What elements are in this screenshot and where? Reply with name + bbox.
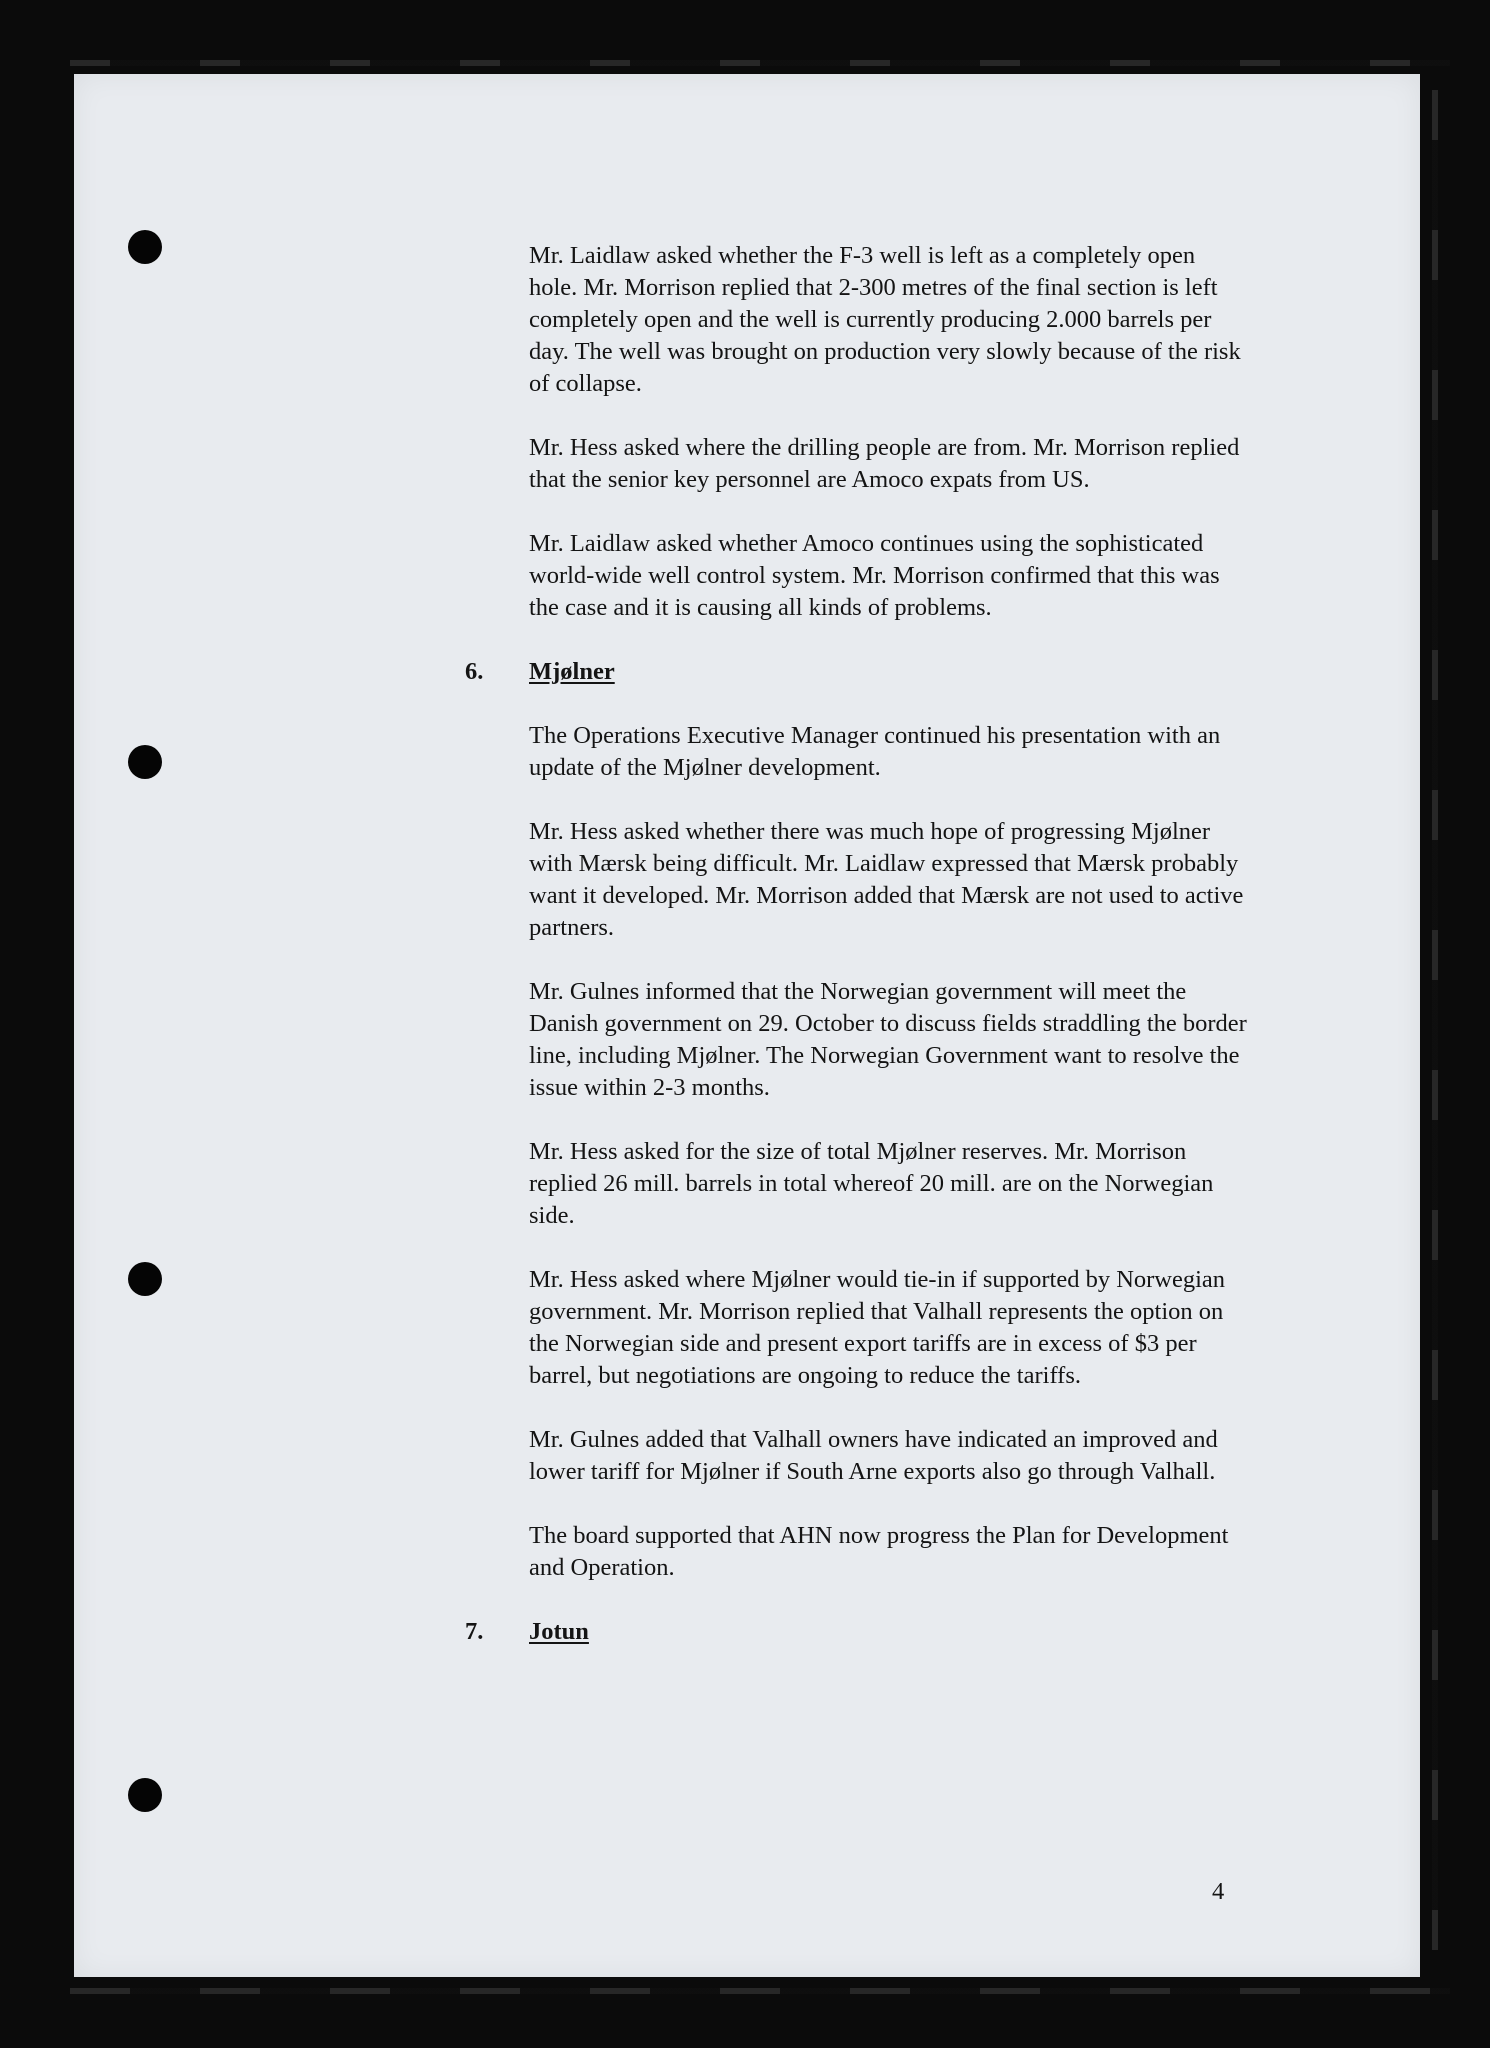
- scan-edge-top: [70, 60, 1450, 66]
- paragraph: The board supported that AHN now progress the Plan for Development and Operation.: [529, 1522, 1229, 1581]
- section-heading-7: [465, 1616, 1249, 1648]
- scan-edge-right: [1432, 90, 1438, 1950]
- section-number: 6.: [465, 658, 484, 685]
- section-heading-6: [465, 656, 1249, 688]
- paragraph: Mr. Hess asked whether there was much hope of progressing Mjølner with Mærsk being difficult. Mr. Laidlaw expressed that Mærsk probably want it developed. Mr. Morrison added that Mærsk are not used to active partners.: [529, 818, 1244, 941]
- paragraph: The Operations Executive Manager continued his presentation with an update of the Mjølner development.: [529, 722, 1221, 781]
- paragraph: Mr. Hess asked where Mjølner would tie-in if supported by Norwegian government. Mr. Morrison replied that Valhall represents the option on the Norwegian side and present export tariffs are in excess of $3 per barrel, but negotiations are ongoing to reduce the tariffs.: [529, 1266, 1226, 1389]
- paragraph: Mr. Laidlaw asked whether the F-3 well is left as a completely open hole. Mr. Morrison replied that 2-300 metres of the final section is left completely open and the well is currently producing 2.000 barrels per day. The well was brought on production very slowly because of the risk of collapse.: [529, 242, 1241, 397]
- punch-hole: [128, 745, 162, 779]
- section-title: Mjølner: [529, 658, 615, 685]
- section-number: 7.: [465, 1618, 484, 1645]
- punch-hole: [128, 1262, 162, 1296]
- punch-hole: [128, 230, 162, 264]
- paragraph: Mr. Hess asked where the drilling people are from. Mr. Morrison replied that the senior key personnel are Amoco expats from US.: [529, 434, 1240, 493]
- section-title: Jotun: [529, 1618, 589, 1645]
- scan-edge-bottom: [70, 1988, 1450, 1994]
- page-number: 4: [1212, 1878, 1225, 1905]
- paragraph: Mr. Gulnes added that Valhall owners have indicated an improved and lower tariff for Mjølner if South Arne exports also go through Valhall.: [529, 1426, 1218, 1485]
- paragraph: Mr. Gulnes informed that the Norwegian government will meet the Danish government on 29. October to discuss fields straddling the border line, including Mjølner. The Norwegian Government want to resolve the issue within 2-3 months.: [529, 978, 1247, 1101]
- document-body: [465, 240, 1249, 1680]
- paragraph: Mr. Laidlaw asked whether Amoco continues using the sophisticated world-wide well control system. Mr. Morrison confirmed that this was the case and it is causing all kinds of problems.: [529, 530, 1220, 621]
- paragraph: Mr. Hess asked for the size of total Mjølner reserves. Mr. Morrison replied 26 mill. barrels in total whereof 20 mill. are on the Norwegian side.: [529, 1138, 1214, 1229]
- punch-hole: [128, 1778, 162, 1812]
